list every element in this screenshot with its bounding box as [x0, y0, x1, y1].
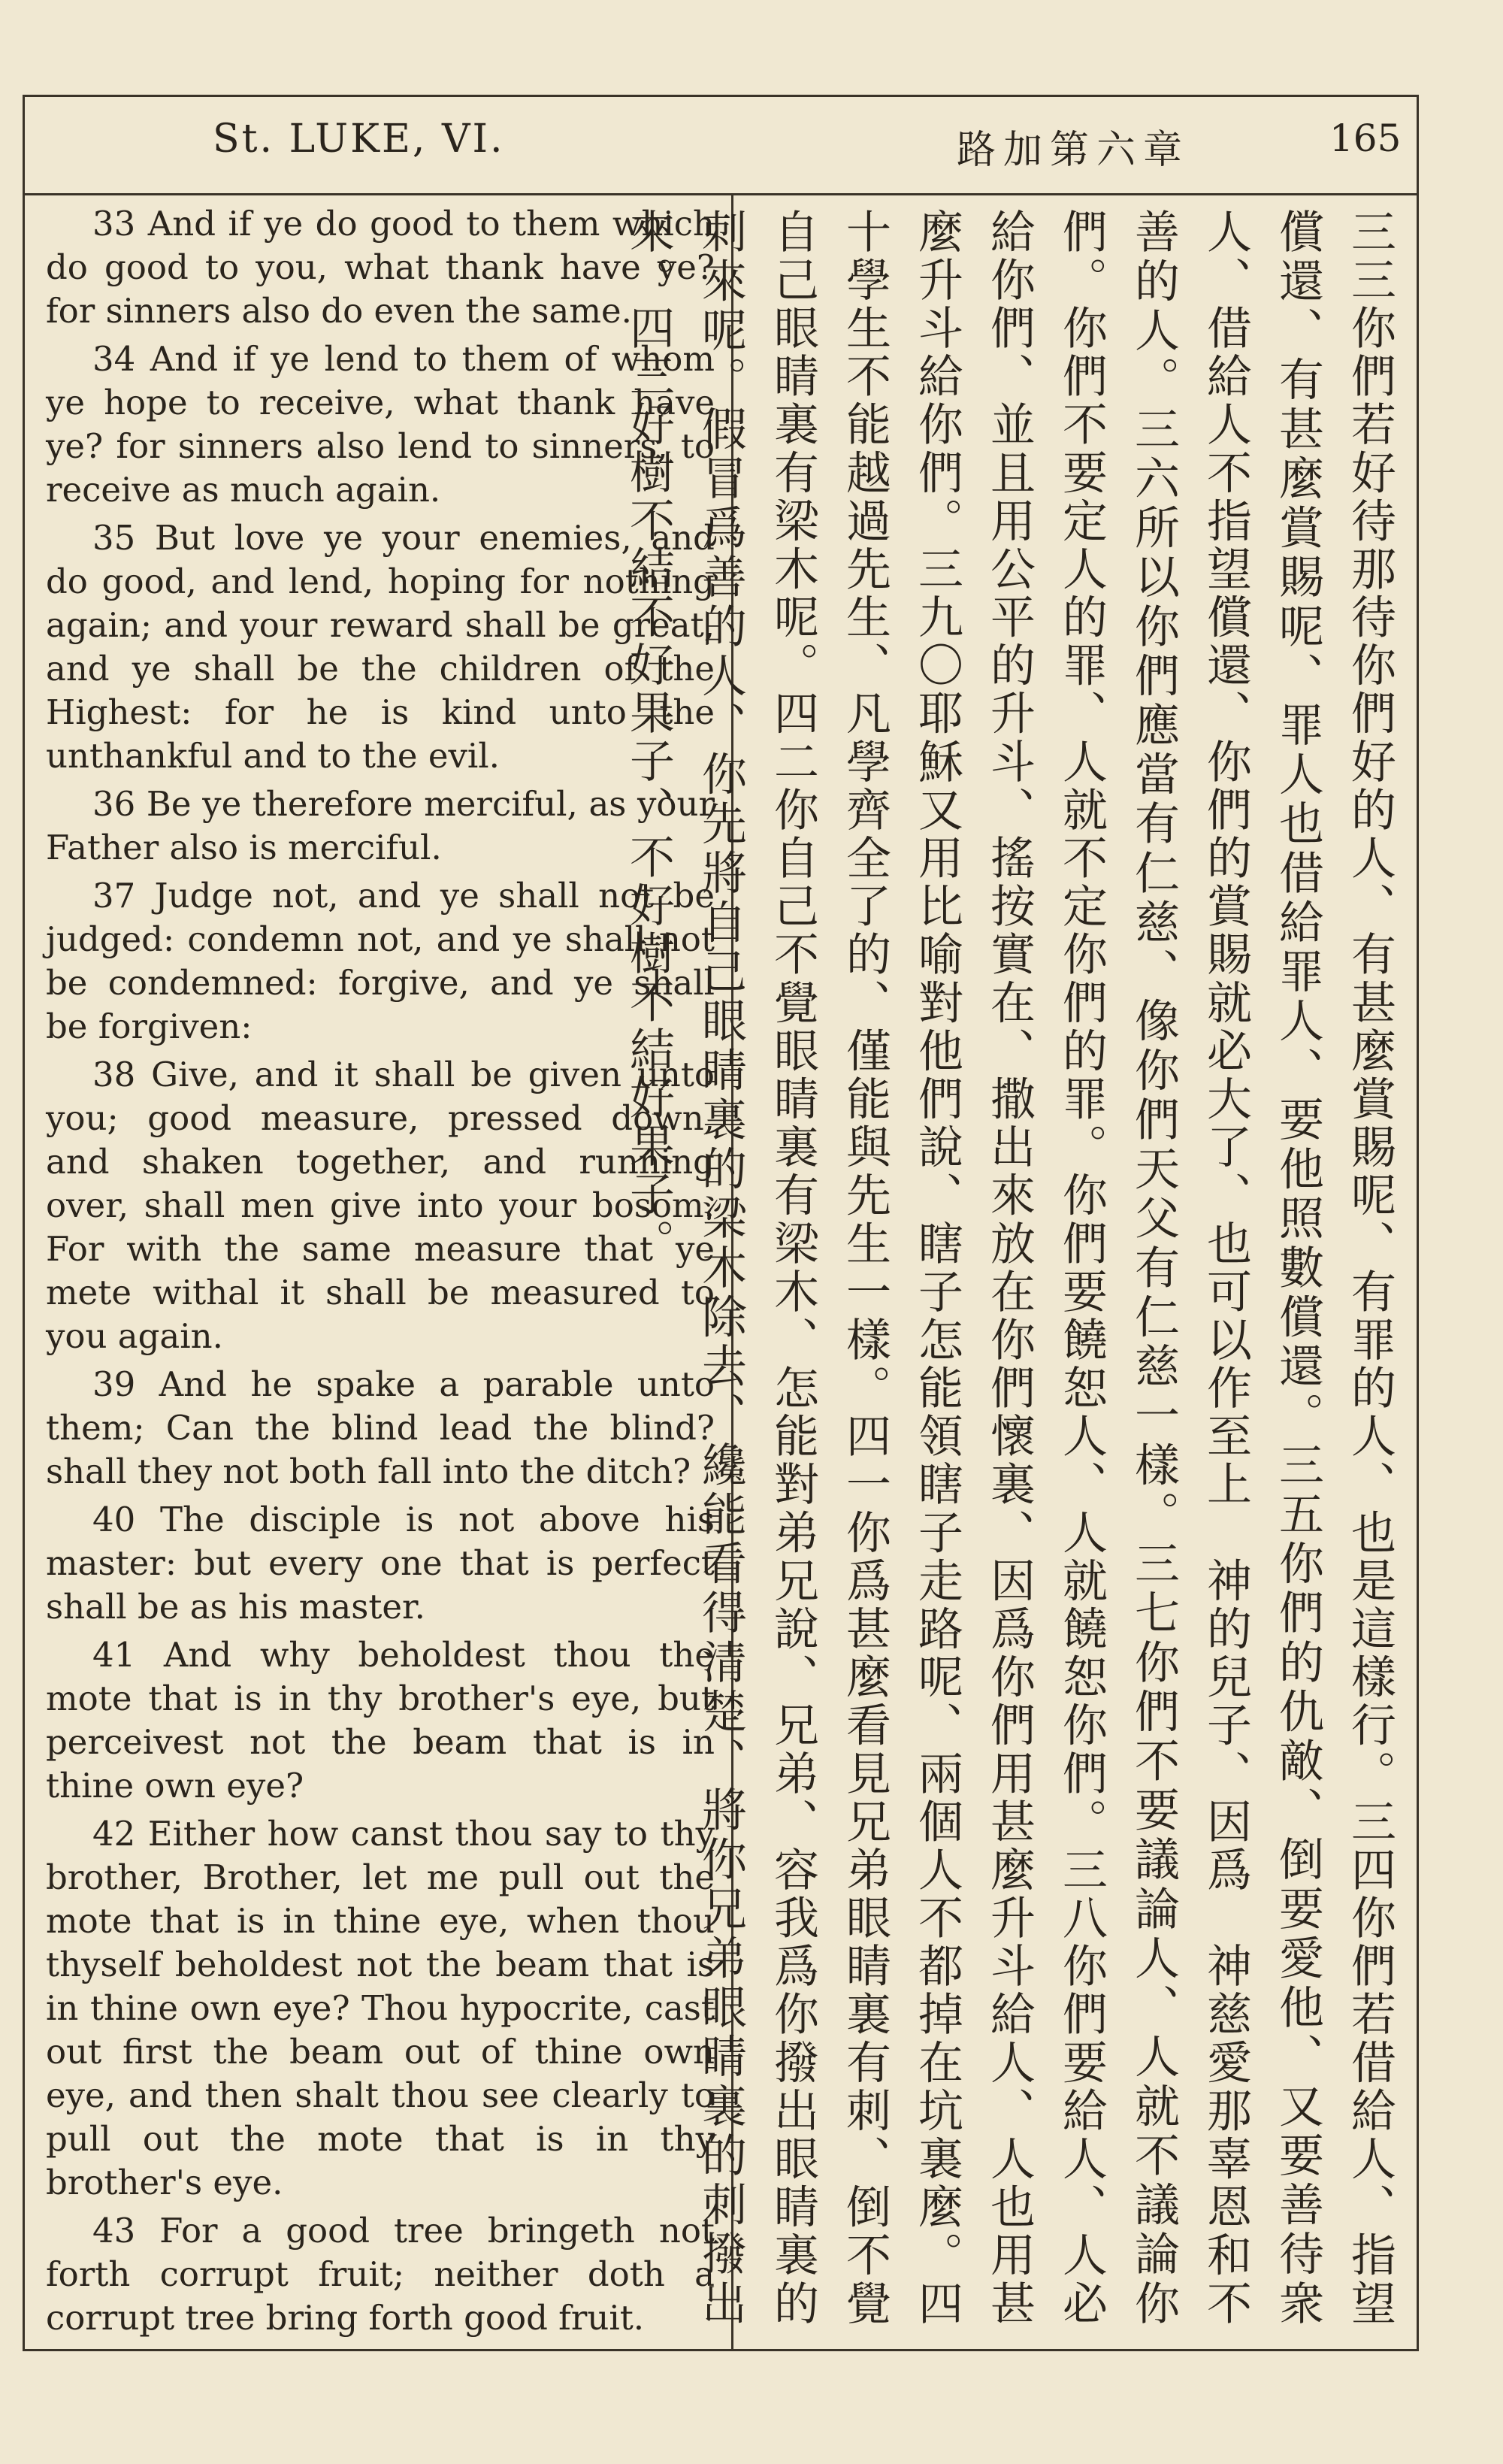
verse-36: 36 Be ye therefore merciful, as your Father also is merciful.: [46, 784, 715, 867]
verse-39: 39 And he spake a parable unto them; Can the blind lead the blind? shall they not both fall into the ditch?: [46, 1364, 715, 1491]
english-running-title: St. LUKE, VI.: [213, 117, 505, 162]
chinese-passage: 三三你們若好待那待你們好的人、有甚麼賞賜呢、有罪的人、也是這樣行。三四你們若借給人、指望償還、有甚麼賞賜呢、罪人也借給罪人、要他照數償還。三五你們的仇敵、倒要愛他、又要善待衆人、借給人不指望償還、你們的賞賜就必大了、也可以作至上 神的兒子、因爲 神慈愛那辜恩和不善的人。三六所以你們應當有仁慈、像你們天父有仁慈一樣。三七你們不要議論人、人就不議論你們。你們不要定人的罪、人就不定你們的罪。你們要饒恕人、人就饒恕你們。三八你們要給人、人必給你們、並且用公平的升斗、搖按實在、撒出來放在你們懷裏、因爲你們用甚麼升斗給人、人也用甚麼升斗給你們。三九〇耶穌又用比喻對他們說、瞎子怎能領瞎子走路呢、兩個人不都掉在坑裏麼。四十學生不能越過先生、凡學齊全了的、僅能與先生一樣。四一你爲甚麼看見兄弟眼睛裏有刺、倒不覺自己眼睛裏有梁木呢。四二你自己不覺眼睛裏有梁木、怎能對弟兄說、兄弟、容我爲你撥出眼睛裏的刺來呢。假冒爲善的人、你先將自己眼睛裏的梁木除去、纔能看得清楚、將你兄弟眼睛裏的刺撥出來。四三好樹不結不好果子、不好樹不結好果子。: [622, 208, 1396, 2328]
page-number: 165: [1329, 117, 1402, 160]
verse-41: 41 And why beholdest thou the mote that is in thy brother's eye, but perceivest not the beam that is in thine own eye?: [46, 1635, 715, 1806]
verse-43: 43 For a good tree bringeth not forth corrupt fruit; neither doth a corrupt tree bring forth good fruit.: [46, 2211, 715, 2338]
page-frame: [23, 95, 1419, 2351]
verse-34: 34 And if ye lend to them of whom ye hope to receive, what thank have ye? for sinners also lend to sinners, to receive as much again.: [46, 339, 715, 510]
chinese-running-title: 路加第六章: [957, 128, 1190, 173]
verse-40: 40 The disciple is not above his master: but every one that is perfect shall be as his master.: [46, 1500, 715, 1627]
verse-33: 33 And if ye do good to them which do good to you, what thank have ye? for sinners also do even the same.: [46, 204, 715, 331]
chinese-text-column: [622, 208, 1406, 2328]
verse-42: 42 Either how canst thou say to thy brother, Brother, let me pull out the mote that is in thine eye, when thou thyself beholdest not the beam that is in thine own eye? Thou hypocrite, cast out first the beam out of thine own eye, and then shalt thou see clearly to pull out the mote that is in thy brother's eye.: [46, 1814, 715, 2202]
verse-35: 35 But love ye your enemies, and do good, and lend, hoping for nothing again; and your reward shall be great, and ye shall be the children of the Highest: for he is kind unto the unthankful and to the evil.: [46, 518, 715, 776]
verse-38: 38 Give, and it shall be given unto you; good measure, pressed down, and shaken together, and running over, shall men give into your bosom. For with the same measure that ye mete withal it shall be measured to you again.: [46, 1055, 715, 1356]
verse-37: 37 Judge not, and ye shall not be judged: condemn not, and ye shall not be condemned: forgive, and ye shall be forgiven:: [46, 876, 715, 1046]
page-header: [25, 97, 1417, 195]
